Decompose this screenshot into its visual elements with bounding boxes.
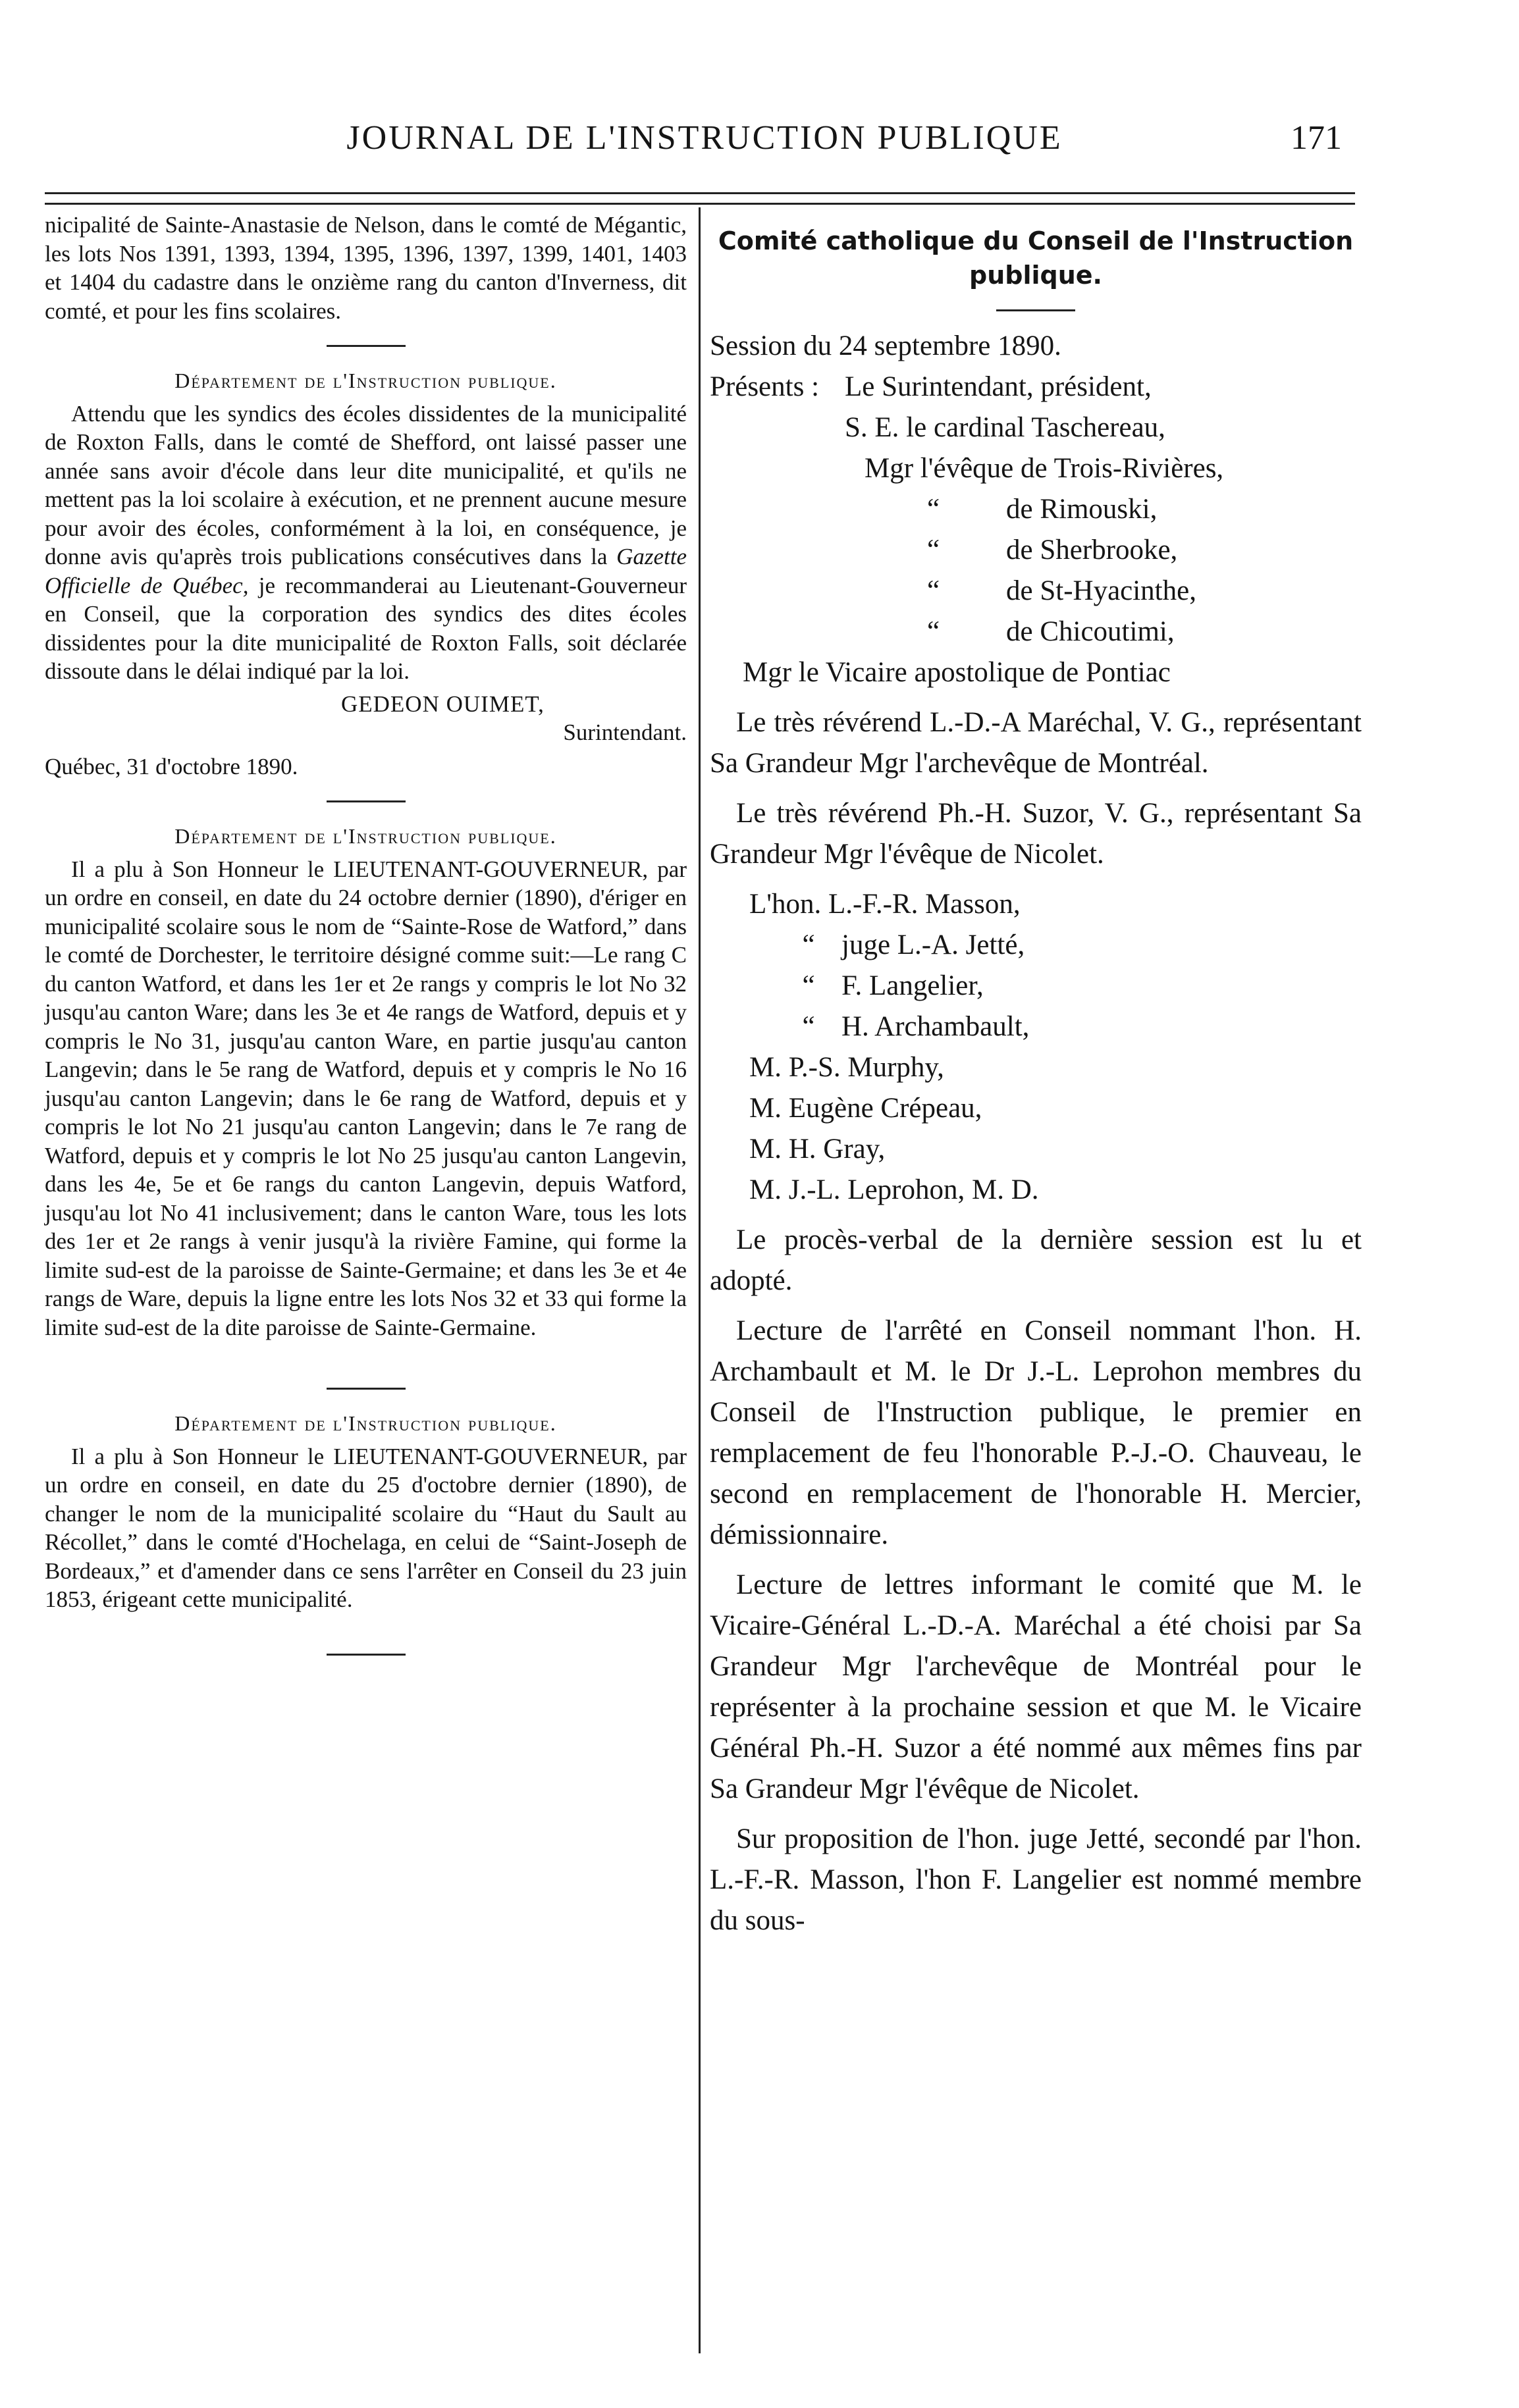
separator: [327, 1654, 406, 1656]
notice-heading: Département de l'Instruction publique.: [174, 369, 557, 392]
attendance-list: [710, 367, 1362, 693]
notice-body: [45, 400, 687, 686]
notice-heading: Département de l'Instruction publique.: [174, 1411, 557, 1435]
attendance-row: [710, 612, 1362, 652]
paragraph-suzor: Le très révérend Ph.-H. Suzor, V. G., représentant Sa Grandeur Mgr l'évêque de Nicolet.: [710, 798, 1362, 870]
ditto-mark: “: [802, 929, 815, 960]
ditto-mark: “: [927, 616, 940, 647]
separator: [996, 309, 1075, 311]
signature-block: [45, 690, 687, 781]
separator: [327, 345, 406, 347]
signature-title: Surintendant.: [563, 720, 687, 745]
paragraph-marechal: Le très révérend L.-D.-A Maréchal, V. G., représentant Sa Grandeur Mgr l'archevêque de Montréal.: [710, 707, 1362, 779]
header-rule-top: [45, 192, 1355, 194]
attendance-row: [710, 530, 1362, 571]
committee-heading: Comité catholique du Conseil de l'Instruction publique.: [718, 226, 1354, 290]
left-column: [45, 211, 687, 1675]
separator: [327, 1388, 406, 1390]
notice-body: Il a plu à Son Honneur le LIEUTENANT-GOUVERNEUR, par un ordre en conseil, en date du 25 d'octobre dernier (1890), de changer le nom de la municipalité scolaire du “Haut du Sault au Récollet,” dans le comté d'Hochelaga, en celui de “Saint-Joseph de Bordeaux,” et d'amender dans ce sens l'arrêter en Conseil du 23 juin 1853, érigeant cette municipalité.: [45, 1443, 687, 1612]
members-list: [749, 884, 1362, 1211]
attendance-row: [710, 448, 1362, 489]
attendance-row: [710, 652, 1362, 693]
ditto-mark: “: [927, 575, 940, 606]
attendee: S. E. le cardinal Taschereau,: [845, 412, 1165, 443]
paragraph-arrete: Lecture de l'arrêté en Conseil nommant l'hon. H. Archambault et M. le Dr J.-L. Leprohon membres du Conseil de l'Instruction publique, le premier en remplacement de feu l'honorable P.-J.-O. Chauveau, le second en remplacement de l'honorable H. Mercier, démissionnaire.: [710, 1315, 1362, 1550]
notice-body-text: Attendu que les syndics des écoles dissidentes de la municipalité de Roxton Falls, dans le comté de Shefford, ont laissé passer une année sans avoir d'école dans leur dite municipalité, et qu'ils ne mettent pas la loi scolaire à exécution, et ne prennent aucune mesure pour avoir des écoles, conformément à la loi, en conséquence, je donne avis qu'après trois publications consécutives dans la: [45, 400, 687, 569]
member: F. Langelier,: [841, 970, 984, 1001]
paragraph-lettres: Lecture de lettres informant le comité que M. le Vicaire-Général L.-D.-A. Maréchal a été choisi par Sa Grandeur Mgr l'archevêque de Montréal pour le représenter à la prochaine session et que M. le Vicaire Général Ph.-H. Suzor a été nommé aux mêmes fins par Sa Grandeur Mgr l'évêque de Nicolet.: [710, 1569, 1362, 1804]
member: M. H. Gray,: [749, 1134, 886, 1165]
running-title: JOURNAL DE L'INSTRUCTION PUBLIQUE: [346, 119, 1063, 157]
member: L'hon. L.-F.-R. Masson,: [749, 889, 1021, 920]
attendee: de St-Hyacinthe,: [1006, 575, 1196, 606]
ditto-mark: “: [802, 1011, 815, 1042]
attendee: Mgr l'évêque de Trois-Rivières,: [865, 453, 1224, 484]
attendance-row: [710, 407, 1362, 448]
member: H. Archambault,: [841, 1011, 1030, 1042]
paragraph-proposition: Sur proposition de l'hon. juge Jetté, secondé par l'hon. L.-F.-R. Masson, l'hon F. Langelier est nommé membre du sous-: [710, 1823, 1362, 1936]
page-number: 171: [1291, 119, 1342, 157]
attendee: Le Surintendant, président,: [845, 371, 1152, 402]
ditto-mark: “: [927, 535, 940, 565]
member: juge L.-A. Jetté,: [841, 929, 1025, 960]
ditto-mark: “: [802, 970, 815, 1001]
notice-body-text-cont: je recommanderai au Lieutenant-Gouverneur en Conseil, que la corporation des syndics des dites écoles dissidentes pour la dite municipalité de Roxton Falls, soit déclarée dissoute dans le délai indiqué par la loi.: [45, 572, 687, 684]
member-row: [749, 1007, 1362, 1047]
paragraph-proces-verbal: Le procès-verbal de la dernière session est lu et adopté.: [710, 1224, 1362, 1296]
member: M. J.-L. Leprohon, M. D.: [749, 1174, 1039, 1205]
attendee: de Rimouski,: [1006, 494, 1158, 525]
attendee: de Sherbrooke,: [1006, 535, 1178, 565]
member: M. Eugène Crépeau,: [749, 1093, 982, 1124]
notice-sainte-rose-de-watford: [45, 822, 687, 1342]
gazette-title: Gazette Officielle de Québec,: [45, 544, 687, 598]
notice-body: Il a plu à Son Honneur le LIEUTENANT-GOUVERNEUR, par un ordre en conseil, en date du 24 octobre dernier (1890), d'ériger en municipalité scolaire sous le nom de “Sainte-Rose de Watford,” dans le comté de Dorchester, le territoire désigné comme suit:—Le rang C du canton Watford, et dans les 1er et 2e rangs y compris le lot No 32 jusqu'au canton Ware; dans les 3e et 4e rangs de Watford, depuis et y compris le No 31, jusqu'au canton Ware, en partie jusqu'au canton Langevin; dans le 5e rang de Watford, depuis et y compris le No 16 jusqu'au canton Langevin; dans le 6e rang de Watford, depuis et y compris le lot No 21 jusqu'au canton Langevin; dans le 7e rang de Watford, depuis et y compris le lot No 25 jusqu'au canton Langevin, dans les 4e, 5e et 6e rangs du canton Langevin, depuis Watford, jusqu'au lot No 41 inclusivement; dans le canton Ware, tous les lots des 1er et 2e rangs à venir jusqu'à la rivière Famine, qui forme la limite sud-est de la paroisse de Sainte-Germaine; et dans les 3e et 4e rangs de Ware, depuis la ligne entre les lots Nos 32 et 33 qui forme la limite sud-est de la dite paroisse de Sainte-Germaine.: [45, 856, 687, 1340]
notice-saint-joseph-de-bordeaux: [45, 1409, 687, 1614]
signature-name: GEDEON OUIMET,: [341, 691, 545, 717]
notice-heading: Département de l'Instruction publique.: [174, 824, 557, 848]
ditto-mark: “: [927, 494, 940, 525]
attendance-row: [710, 367, 1362, 407]
continued-paragraph: nicipalité de Sainte-Anastasie de Nelson, dans le comté de Mégantic, les lots Nos 1391, 1393, 1394, 1395, 1396, 1397, 1399, 1401, 1403 et 1404 du cadastre dans le onzième rang du canton d'Inverness, dit comté, et pour les fins scolaires.: [45, 212, 687, 324]
member-row: [749, 925, 1362, 966]
member: M. P.-S. Murphy,: [749, 1052, 944, 1083]
notice-roxton-falls: [45, 367, 687, 781]
header-rule-bottom: [45, 203, 1355, 205]
right-column: [710, 211, 1362, 1941]
attendance-label: Présents :: [710, 371, 820, 402]
member-row: [749, 966, 1362, 1007]
column-divider: [699, 207, 701, 2353]
page-header: [0, 118, 1519, 171]
attendance-row: [710, 571, 1362, 612]
dateline: Québec, 31 d'octobre 1890.: [45, 753, 298, 779]
attendee: de Chicoutimi,: [1006, 616, 1175, 647]
attendee: Mgr le Vicaire apostolique de Pontiac: [743, 657, 1171, 688]
attendance-row: [710, 489, 1362, 530]
session-date: Session du 24 septembre 1890.: [710, 330, 1061, 361]
separator: [327, 800, 406, 802]
